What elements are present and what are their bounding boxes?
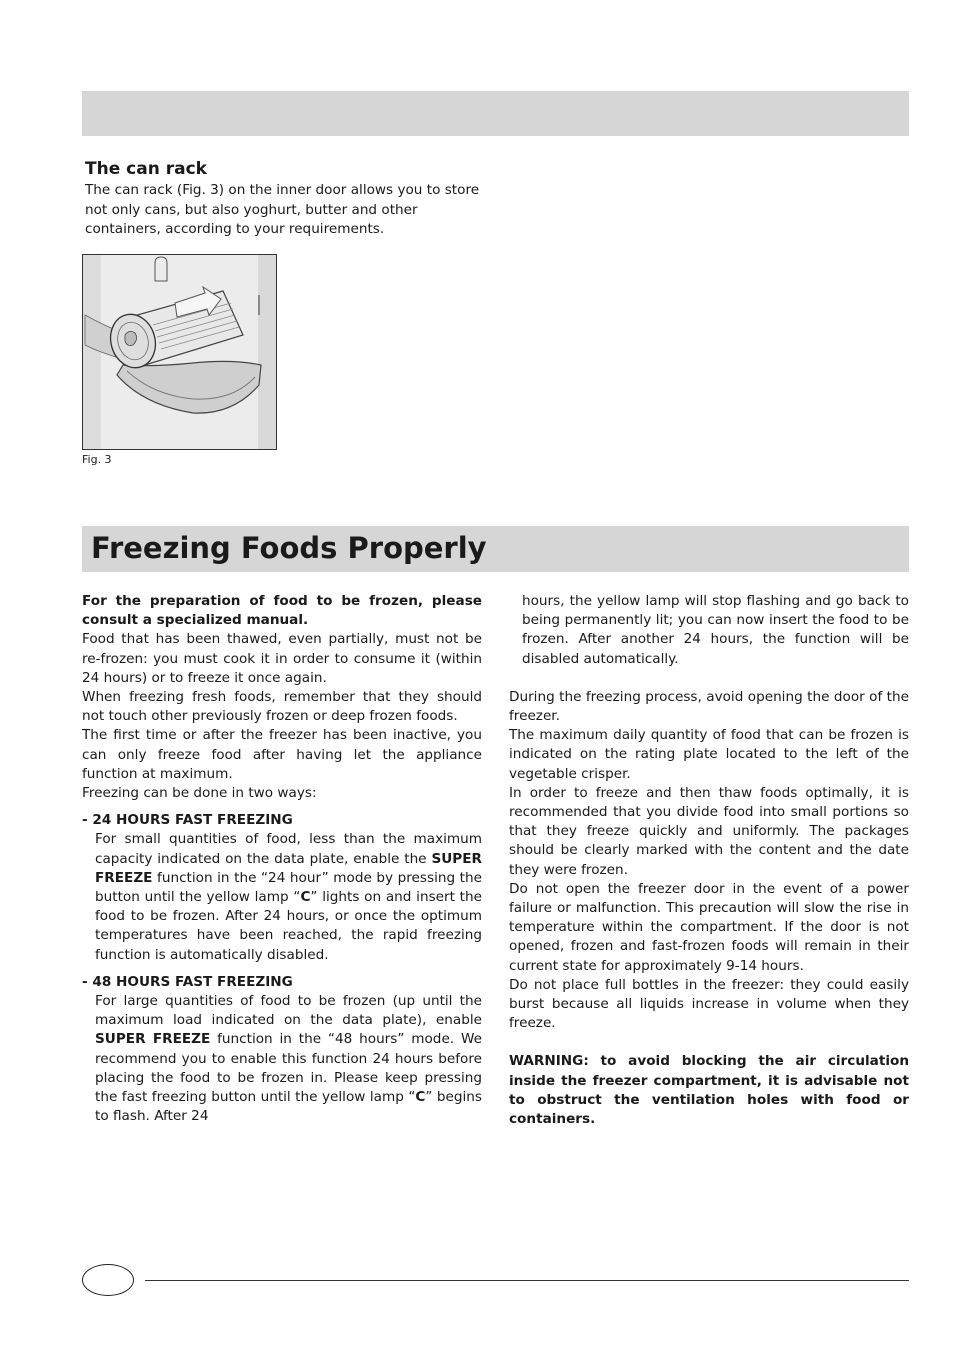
footer-rule [145,1280,909,1281]
can-rack-title: The can rack [85,159,207,179]
page-number-oval [82,1264,134,1296]
heading-24-hours: - 24 HOURS FAST FREEZING [82,812,293,829]
paragraph-first-time: The first time or after the freezer has been inactive, you can only freeze food after having let the appliance function at maximum. [82,727,482,782]
section-title: Freezing Foods Properly [91,531,487,565]
figure-caption: Fig. 3 [82,453,112,466]
heading-48-hours: - 48 HOURS FAST FREEZING [82,973,293,990]
can-rack-figure [82,254,277,450]
paragraph-refreeze: Food that has been thawed, even partially, must not be re-frozen: you must cook it in order to consume it (within 24 hours) or to freeze it once again. [82,631,482,686]
paragraph-24-hours: For small quantities of food, less than the maximum capacity indicated on the data plate, enable the SUPER FREEZE function in the “24 hour” mode by pressing the button until the yellow lamp “C” lights on and insert the food to be frozen. After 24 hours, or once the optimum temperatures have been reached, the rapid freezing function is automatically disabled. [95,831,482,963]
right-column [509,592,909,1129]
section-header-band [82,526,909,572]
can-rack-illustration [83,255,276,449]
paragraph-power-failure: Do not open the freezer door in the event of a power failure or malfunction. This precaution will slow the rise in temperature within the compartment. If the door is not opened, frozen and fast-frozen foods will remain in their current state for approximately 9-14 hours. [509,880,909,974]
paragraph-48-hours-continued: hours, the yellow lamp will stop flashing and go back to being permanently lit; you can now insert the food to be frozen. After another 24 hours, the function will be disabled automatically. [522,593,909,667]
paragraph-avoid-opening: During the freezing process, avoid opening the door of the freezer. [509,688,909,725]
can-rack-text: The can rack (Fig. 3) on the inner door allows you to store not only cans, but also yoghurt, butter and other containers, according to your requirements. [85,182,480,237]
left-column [82,592,482,1126]
paragraph-fresh-foods: When freezing fresh foods, remember that they should not touch other previously frozen or deep frozen foods. [82,689,482,725]
top-header-band [82,91,909,136]
intro-bold: For the preparation of food to be frozen, please consult a specialized manual. [82,593,482,629]
warning-text: WARNING: to avoid blocking the air circulation inside the freezer compartment, it is advisable not to obstruct the ventilation holes with food or containers. [509,1053,909,1128]
paragraph-bottles: Do not place full bottles in the freezer: they could easily burst because all liquids increase in volume when they freeze. [509,976,909,1032]
paragraph-portions: In order to freeze and then thaw foods optimally, it is recommended that you divide food into small portions so that they freeze quickly and uniformly. The packages should be clearly marked with the content and the date they were frozen. [509,784,909,878]
paragraph-two-ways: Freezing can be done in two ways: [82,785,317,802]
paragraph-48-hours: For large quantities of food to be frozen (up until the maximum load indicated on the data plate), enable SUPER FREEZE function in the “48 hours” mode. We recommend you to enable this function 24 hours before placing the food to be frozen in. Please keep pressing the fast freezing button until the yellow lamp “C” begins to flash. After 24 [95,993,482,1125]
paragraph-max-quantity: The maximum daily quantity of food that can be frozen is indicated on the rating plate located to the left of the vegetable crisper. [509,727,909,782]
